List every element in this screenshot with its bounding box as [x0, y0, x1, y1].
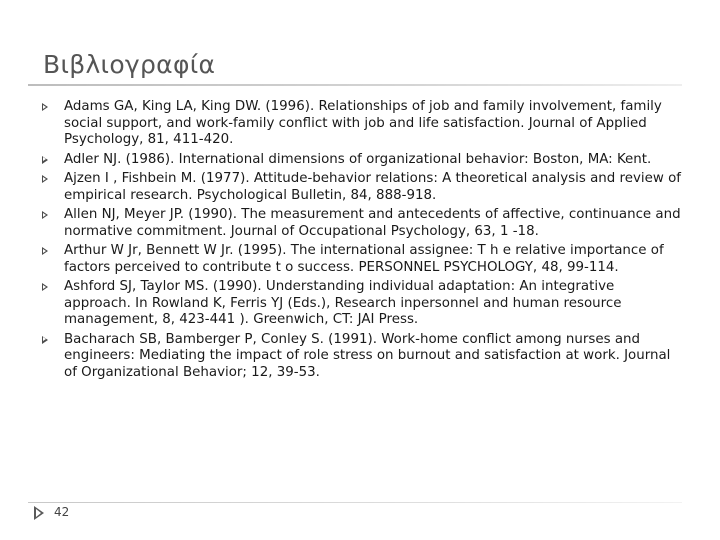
- reference-text: Bacharach SB, Bamberger P, Conley S. (1991). Work-home conflict among nurses and engineers: Mediating the impact of role stress on burnout and satisfaction at work. Journal of Organizational Behavior; 12, 39-53.: [64, 331, 671, 380]
- triangle-bullet-icon: [42, 211, 48, 219]
- reference-item: [42, 332, 682, 382]
- reference-item: [42, 99, 682, 149]
- reference-text: Arthur W Jr, Bennett W Jr. (1995). The international assignee: T h e relative importance of factors perceived to contribute t o success. PERSONNEL PSYCHOLOGY, 48, 99-114.: [64, 243, 664, 275]
- reference-item: [42, 279, 682, 329]
- triangle-bullet-icon: [42, 283, 48, 291]
- triangle-bullet-icon: [42, 175, 48, 183]
- reference-item: [42, 171, 682, 204]
- reference-item: [42, 243, 682, 276]
- page-number: 42: [54, 505, 70, 519]
- reference-text: Allen NJ, Meyer JP. (1990). The measurement and antecedents of affective, continuance and normative commitment. Journal of Occupational Psychology, 63, 1 -18.: [64, 207, 681, 239]
- page-title: Βιβλιογραφία: [43, 50, 216, 79]
- reference-text: Adler NJ. (1986). International dimensions of organizational behavior: Boston, MA: Kent.: [64, 151, 652, 167]
- reference-text: Adams GA, King LA, King DW. (1996). Relationships of job and family involvement, family social support, and work-family conflict with job and life satisfaction. Journal of Applied Psychology, 81, 411-420.: [64, 99, 662, 147]
- triangle-bullet-icon: [42, 156, 48, 164]
- footer-divider: [28, 502, 682, 503]
- triangle-bullet-icon: [42, 103, 48, 111]
- title-divider: [28, 84, 682, 86]
- triangle-bullet-icon: [42, 336, 48, 344]
- reference-text: Ashford SJ, Taylor MS. (1990). Understanding individual adaptation: An integrative approach. In Rowland K, Ferris YJ (Eds.), Research inpersonnel and human resource management, 8, 423-441 ). Greenwich, CT: JAI Press.: [64, 279, 622, 327]
- reference-item: [42, 152, 682, 169]
- triangle-bullet-icon: [42, 247, 48, 255]
- reference-item: [42, 207, 682, 240]
- reference-text: Ajzen I , Fishbein M. (1977). Attitude-behavior relations: A theoretical analysis and review of empirical research. Psychological Bulletin, 84, 888-918.: [64, 171, 682, 203]
- reference-list: [42, 99, 682, 384]
- triangle-marker-icon: [34, 506, 44, 520]
